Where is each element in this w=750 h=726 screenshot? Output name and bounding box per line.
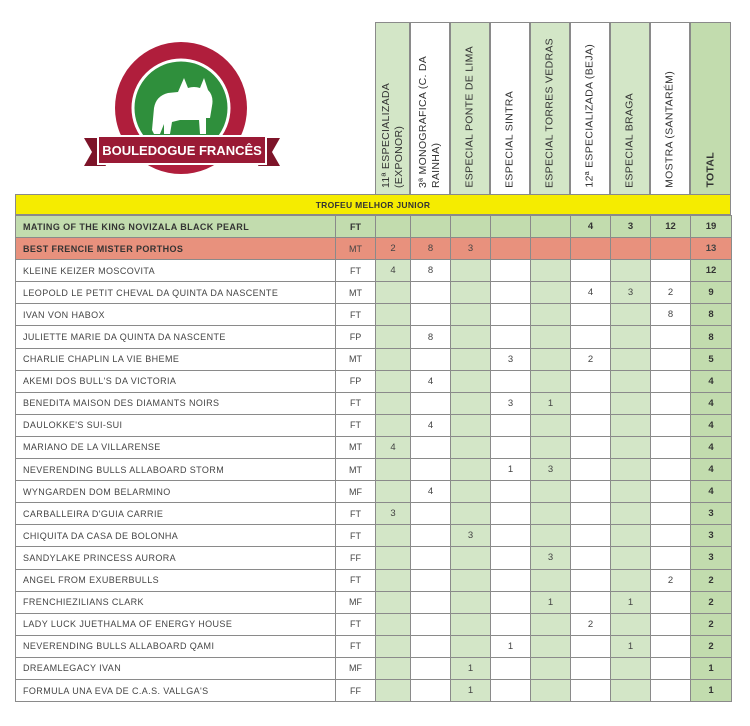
score-cell: 1 [451,679,491,701]
score-cell [611,547,651,569]
total-cell: 19 [691,216,732,238]
dog-name: LADY LUCK JUETHALMA OF ENERGY HOUSE [16,613,336,635]
score-cell: 4 [411,481,451,503]
table-row [16,282,732,304]
score-cell [491,657,531,679]
score-cell [571,569,611,591]
score-cell [411,392,451,414]
dog-name: CHIQUITA DA CASA DE BOLONHA [16,525,336,547]
score-cell: 4 [376,436,411,458]
column-header [490,22,530,194]
score-cell [451,547,491,569]
dog-name: LEOPOLD LE PETIT CHEVAL DA QUINTA DA NASCENTE [16,282,336,304]
score-cell [411,591,451,613]
score-cell: 2 [376,238,411,260]
dog-class: MT [336,282,376,304]
score-cell [651,260,691,282]
score-cell [411,525,451,547]
score-cell: 8 [411,260,451,282]
score-cell [451,569,491,591]
column-header [530,22,570,194]
score-cell [611,326,651,348]
score-cell [376,679,411,701]
score-cell [376,591,411,613]
score-cell [376,392,411,414]
score-cell [531,282,571,304]
total-cell: 8 [691,326,732,348]
score-cell [531,414,571,436]
score-cell: 3 [531,459,571,481]
score-cell [651,326,691,348]
total-cell: 2 [691,591,732,613]
total-cell: 1 [691,657,732,679]
trophy-title: TROFEU MELHOR JUNIOR [15,194,731,215]
score-cell [531,326,571,348]
dog-name: CHARLIE CHAPLIN LA VIE BHEME [16,348,336,370]
score-cell [571,525,611,547]
score-cell [411,304,451,326]
column-header [450,22,490,194]
score-cell: 1 [531,591,571,613]
dog-name: MATING OF THE KING NOVIZALA BLACK PEARL [16,216,336,238]
dog-name: JULIETTE MARIE DA QUINTA DA NASCENTE [16,326,336,348]
score-cell [376,326,411,348]
score-cell [531,503,571,525]
score-cell [571,238,611,260]
logo-top-text: CLUBE PORTUGUÊS [82,27,211,41]
score-cell [611,260,651,282]
score-cell [531,525,571,547]
column-header-label: 3ª MONOGRAFICA (C. DA RAINHA) [417,56,442,188]
score-cell [571,679,611,701]
score-cell [491,260,531,282]
score-cell [531,216,571,238]
score-cell: 3 [491,348,531,370]
score-cell [571,591,611,613]
score-cell [491,481,531,503]
score-cell [611,370,651,392]
score-cell [491,569,531,591]
total-cell: 8 [691,304,732,326]
score-cell [611,238,651,260]
logo-banner-text: BOULEDOGUE FRANCÊS [102,143,262,158]
dog-class: FT [336,414,376,436]
score-cell [491,326,531,348]
table-row [16,260,732,282]
table-row [16,304,732,326]
dog-name: FRENCHIEZILIANS CLARK [16,591,336,613]
score-cell [491,370,531,392]
score-cell [571,260,611,282]
score-cell [651,459,691,481]
dog-class: FT [336,525,376,547]
score-cell [376,459,411,481]
score-cell [611,436,651,458]
column-header-label: MOSTRA (SANTARÉM) [663,71,676,188]
score-cell [571,414,611,436]
dog-class: FT [336,216,376,238]
dog-class: FT [336,569,376,591]
score-cell [491,547,531,569]
score-cell: 4 [376,260,411,282]
score-cell [451,503,491,525]
column-header [650,22,690,194]
score-cell: 3 [451,525,491,547]
score-cell [571,392,611,414]
score-cell [411,635,451,657]
score-cell [451,591,491,613]
score-cell [571,436,611,458]
score-cell [491,216,531,238]
score-cell [571,503,611,525]
total-cell: 4 [691,459,732,481]
dog-class: FT [336,304,376,326]
table-row [16,481,732,503]
score-cell [571,635,611,657]
total-cell: 2 [691,569,732,591]
dog-class: FF [336,679,376,701]
dog-name: NEVERENDING BULLS ALLABOARD STORM [16,459,336,481]
score-cell [651,436,691,458]
score-cell [491,304,531,326]
table-row [16,503,732,525]
score-cell: 3 [451,238,491,260]
score-cell [611,459,651,481]
score-cell: 1 [491,459,531,481]
score-cell [451,260,491,282]
score-cell [411,679,451,701]
score-cell [376,282,411,304]
club-logo [82,27,282,198]
score-cell [611,481,651,503]
score-cell [451,414,491,436]
score-cell [491,503,531,525]
score-cell [411,459,451,481]
table-row [16,436,732,458]
dog-class: MT [336,459,376,481]
score-cell [651,503,691,525]
dog-class: FT [336,503,376,525]
score-cell [451,282,491,304]
dog-class: FP [336,370,376,392]
score-cell [376,547,411,569]
dog-name: BEST FRENCIE MISTER PORTHOS [16,238,336,260]
score-cell [376,481,411,503]
score-cell [571,459,611,481]
score-cell [611,348,651,370]
score-cell [376,348,411,370]
dog-class: MT [336,436,376,458]
score-cell [451,392,491,414]
dog-name: DREAMLEGACY IVAN [16,657,336,679]
table-row [16,547,732,569]
score-cell: 8 [411,326,451,348]
score-cell [491,414,531,436]
score-cell [571,481,611,503]
dog-class: FT [336,260,376,282]
score-cell [611,503,651,525]
score-cell [491,436,531,458]
score-cell: 3 [611,282,651,304]
table-row [16,238,732,260]
score-cell [451,370,491,392]
total-cell: 2 [691,635,732,657]
score-cell: 2 [571,613,611,635]
dog-class: MT [336,238,376,260]
score-cell [376,370,411,392]
table-row [16,370,732,392]
score-cell [376,216,411,238]
dog-class: MF [336,591,376,613]
dog-class: FT [336,613,376,635]
score-cell [611,525,651,547]
table-row [16,635,732,657]
score-cell [411,547,451,569]
score-cell [651,635,691,657]
score-cell [451,216,491,238]
score-cell: 1 [491,635,531,657]
score-cell: 3 [611,216,651,238]
score-cell: 3 [376,503,411,525]
score-cell [531,304,571,326]
score-cell [451,326,491,348]
column-header [410,22,450,194]
score-cell [651,547,691,569]
total-cell: 3 [691,547,732,569]
total-cell: 4 [691,436,732,458]
dog-class: FT [336,392,376,414]
score-cell [491,525,531,547]
total-cell: 1 [691,679,732,701]
table-row [16,525,732,547]
score-cell [651,657,691,679]
score-cell [531,370,571,392]
score-cell [451,613,491,635]
score-cell: 12 [651,216,691,238]
dog-class: MF [336,481,376,503]
score-cell: 3 [491,392,531,414]
score-cell [411,282,451,304]
score-cell [651,613,691,635]
dog-name: FORMULA UNA EVA DE C.A.S. VALLGA'S [16,679,336,701]
score-cell: 8 [411,238,451,260]
column-header-label: ESPECIAL TORRES VEDRAS [543,38,556,188]
total-cell: 4 [691,481,732,503]
score-cell [491,679,531,701]
score-cell [411,503,451,525]
score-cell [531,436,571,458]
column-header-label: ESPECIAL SINTRA [503,91,516,188]
score-cell [571,547,611,569]
score-cell [411,348,451,370]
dog-name: WYNGARDEN DOM BELARMINO [16,481,336,503]
dog-class: FF [336,547,376,569]
score-cell [451,304,491,326]
score-cell [651,481,691,503]
total-cell: 12 [691,260,732,282]
score-cell: 3 [531,547,571,569]
score-cell [531,613,571,635]
score-cell: 4 [411,370,451,392]
score-cell [611,679,651,701]
score-cell [411,657,451,679]
score-cell: 1 [451,657,491,679]
column-header-label: ESPECIAL BRAGA [623,93,636,188]
ranking-table [15,215,732,702]
score-cell [571,370,611,392]
score-cell [571,304,611,326]
column-header [610,22,650,194]
total-cell: 4 [691,392,732,414]
score-cell [611,613,651,635]
score-cell [531,635,571,657]
score-cell [531,260,571,282]
score-cell [376,414,411,436]
table-row [16,326,732,348]
score-cell [376,304,411,326]
column-header-label: 11ª ESPECIALIZADA (EXPONOR) [379,83,405,188]
score-cell [571,657,611,679]
total-column-header [690,22,731,194]
dog-name: BENEDITA MAISON DES DIAMANTS NOIRS [16,392,336,414]
table-row [16,392,732,414]
score-cell [651,238,691,260]
column-header [375,22,410,194]
total-cell: 4 [691,370,732,392]
score-cell [651,525,691,547]
dog-class: MF [336,657,376,679]
score-cell: 4 [571,216,611,238]
dog-name: NEVERENDING BULLS ALLABOARD QAMI [16,635,336,657]
score-cell: 1 [611,635,651,657]
total-cell: 3 [691,503,732,525]
score-cell [411,613,451,635]
dog-name: CARBALLEIRA D'GUIA CARRIE [16,503,336,525]
score-cell [651,348,691,370]
score-cell [411,436,451,458]
dog-name: KLEINE KEIZER MOSCOVITA [16,260,336,282]
score-cell: 2 [571,348,611,370]
score-cell [531,657,571,679]
table-row [16,414,732,436]
column-header [570,22,610,194]
score-cell: 2 [651,282,691,304]
table-row [16,216,732,238]
score-cell [451,481,491,503]
score-cell [651,370,691,392]
score-cell [376,569,411,591]
score-cell [376,635,411,657]
dog-class: FP [336,326,376,348]
score-cell [531,348,571,370]
score-cell [491,238,531,260]
score-cell [376,613,411,635]
score-cell [531,238,571,260]
column-header-label: ESPECIAL PONTE DE LIMA [463,46,476,188]
logo-bottom-text: CPBF [167,175,197,187]
table-row [16,459,732,481]
score-cell [611,657,651,679]
score-cell [531,679,571,701]
score-cell [491,613,531,635]
score-cell [451,348,491,370]
table-row [16,657,732,679]
total-column-label: TOTAL [704,152,716,188]
score-cell: 2 [651,569,691,591]
score-cell [571,326,611,348]
score-cell [651,591,691,613]
total-cell: 9 [691,282,732,304]
table-row [16,348,732,370]
dog-class: MT [336,348,376,370]
dog-name: ANGEL FROM EXUBERBULLS [16,569,336,591]
score-cell: 8 [651,304,691,326]
dog-name: IVAN VON HABOX [16,304,336,326]
score-cell [531,569,571,591]
score-cell [491,282,531,304]
dog-name: AKEMI DOS BULL'S DA VICTORIA [16,370,336,392]
total-cell: 2 [691,613,732,635]
dog-class: FT [336,635,376,657]
dog-name: MARIANO DE LA VILLARENSE [16,436,336,458]
table-row [16,569,732,591]
score-cell [611,392,651,414]
score-cell [611,569,651,591]
score-cell [411,569,451,591]
score-cell: 4 [411,414,451,436]
table-row [16,613,732,635]
score-cell: 1 [611,591,651,613]
score-cell [611,414,651,436]
total-cell: 3 [691,525,732,547]
score-cell [411,216,451,238]
total-cell: 5 [691,348,732,370]
score-cell [651,392,691,414]
table-row [16,591,732,613]
score-cell [611,304,651,326]
score-cell [651,679,691,701]
table-row [16,679,732,701]
score-cell: 4 [571,282,611,304]
score-cell [451,459,491,481]
score-cell [651,414,691,436]
score-cell [376,657,411,679]
dog-name: DAULOKKE'S SUI-SUI [16,414,336,436]
total-cell: 4 [691,414,732,436]
score-cell [376,525,411,547]
score-cell [451,436,491,458]
score-cell [451,635,491,657]
total-cell: 13 [691,238,732,260]
column-header-label: 12ª ESPECIALIZADA (BEJA) [583,44,596,188]
score-cell: 1 [531,392,571,414]
score-cell [531,481,571,503]
dog-name: SANDYLAKE PRINCESS AURORA [16,547,336,569]
score-cell [491,591,531,613]
